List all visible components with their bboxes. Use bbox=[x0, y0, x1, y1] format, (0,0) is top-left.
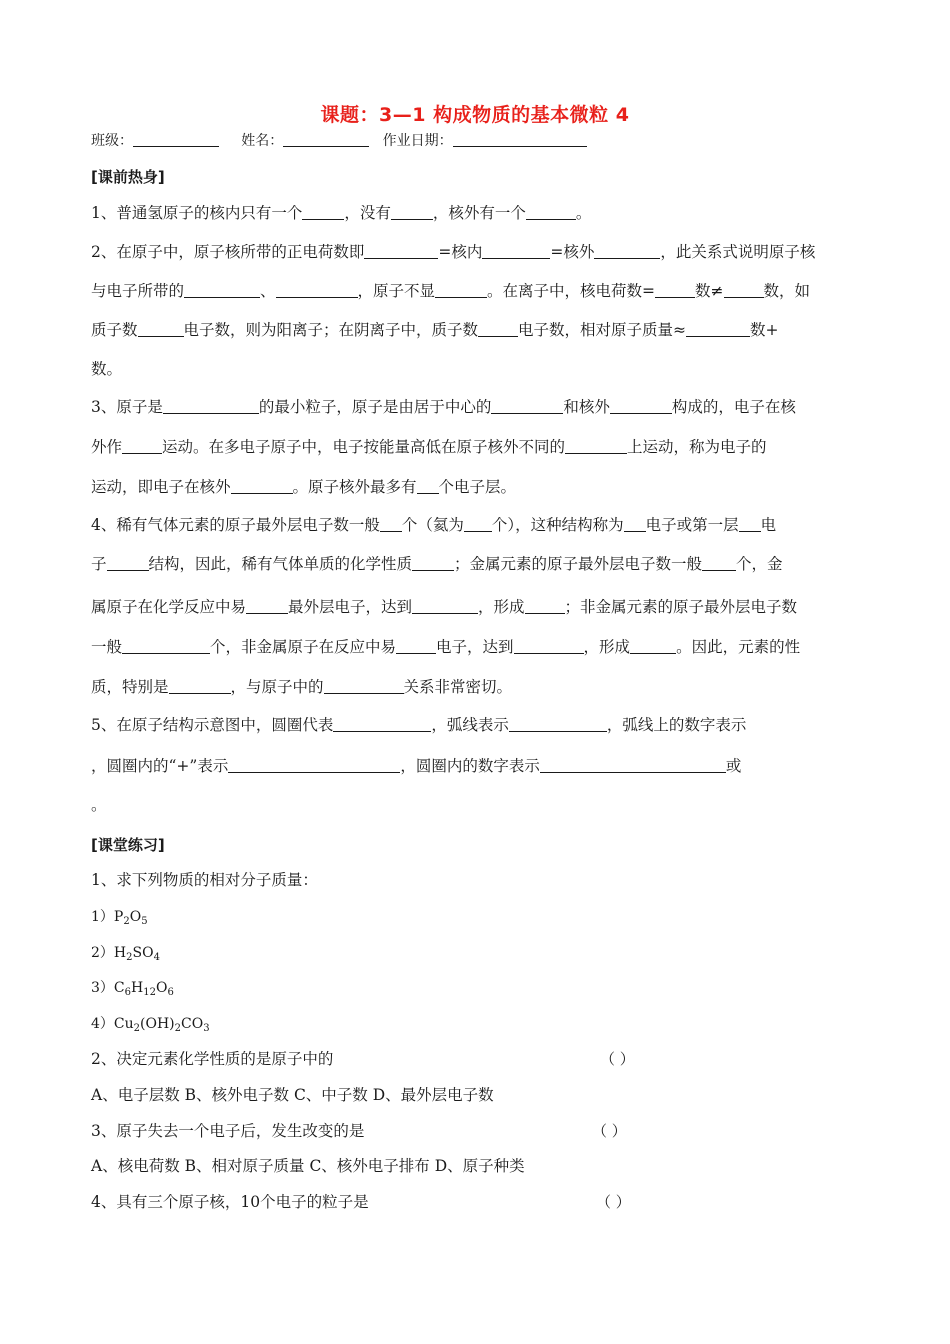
name-blank bbox=[283, 131, 369, 147]
warmup-q4-line1: 4、稀有气体元素的原子最外层电子数一般 个（氦为 个），这种结构称为 电子或第一层 电 bbox=[91, 516, 777, 534]
name-label: 姓名： bbox=[241, 133, 284, 149]
practice-q1-item-3: $3)C_6H_{12}O_6$ bbox=[91, 980, 174, 998]
warmup-q3-line3: 运动，即电子在核外 。原子核外最多有 个电子层。 bbox=[91, 478, 517, 496]
practice-q4: 4、具有三个原子核，10个电子的粒子是 bbox=[91, 1193, 369, 1211]
student-info-row bbox=[91, 130, 859, 152]
practice-q2-answer-paren: （ ） bbox=[600, 1050, 635, 1068]
warmup-q4-line4: 一般 个，非金属原子在反应中易 电子，达到 ，形成 。因此，元素的性 bbox=[91, 638, 801, 656]
class-blank bbox=[133, 131, 219, 147]
practice-q2: 2、决定元素化学性质的是原子中的 bbox=[91, 1050, 334, 1068]
warmup-q5-line1: 5、在原子结构示意图中，圆圈代表 ，弧线表示 ，弧线上的数字表示 bbox=[91, 716, 747, 734]
date-blank bbox=[453, 131, 587, 147]
practice-q1: 1、求下列物质的相对分子质量： bbox=[91, 871, 318, 889]
practice-q1-item-2: $2)H_2SO_4$ bbox=[91, 945, 160, 963]
warmup-q5-line3: 。 bbox=[91, 796, 107, 814]
warmup-q2-line1: 2、在原子中，原子核所带的正电荷数即 =核内 =核外 ，此关系式说明原子核 bbox=[91, 243, 816, 261]
warmup-q4-line3: 属原子在化学反应中易 最外层电子，达到 ，形成 ；非金属元素的原子最外层电子数 bbox=[91, 598, 798, 616]
warmup-heading: [课前热身] bbox=[91, 168, 165, 186]
practice-q3: 3、原子失去一个电子后，发生改变的是 bbox=[91, 1122, 365, 1140]
warmup-q5-line2: ，圆圈内的“+”表示 ，圆圈内的数字表示 或 bbox=[91, 757, 742, 775]
practice-q2-options: A、电子层数 B、核外电子数 C、中子数 D、最外层电子数 bbox=[91, 1086, 494, 1104]
warmup-q2-line3: 质子数 电子数，则为阳离子；在阴离子中，质子数 电子数，相对原子质量≈ 数+ bbox=[91, 321, 779, 339]
date-label: 作业日期： bbox=[382, 133, 453, 149]
warmup-q1: 1、普通氢原子的核内只有一个 ，没有 ，核外有一个 。 bbox=[91, 204, 592, 222]
warmup-q3-line2: 外作 运动。在多电子原子中，电子按能量高低在原子核外不同的 上运动，称为电子的 bbox=[91, 438, 767, 456]
page-title: 课题：3—1 构成物质的基本微粒 4 bbox=[320, 104, 630, 126]
practice-q1-item-1: $1)P_2O_5$ bbox=[91, 909, 148, 927]
practice-heading: [课堂练习] bbox=[91, 836, 165, 854]
practice-q3-options: A、核电荷数 B、相对原子质量 C、核外电子排布 D、原子种类 bbox=[91, 1157, 525, 1175]
practice-q3-answer-paren: （ ） bbox=[592, 1122, 627, 1140]
practice-q1-item-4: $4)Cu_2(OH)_2CO_3$ bbox=[91, 1016, 210, 1034]
warmup-q4-line5: 质，特别是 ，与原子中的 关系非常密切。 bbox=[91, 678, 513, 696]
warmup-q2-line4: 数。 bbox=[91, 360, 123, 378]
warmup-q2-line2: 与电子所带的 、 ，原子不显 。在离子中，核电荷数= 数≠ 数，如 bbox=[91, 282, 811, 300]
warmup-q4-line2: 子 结构，因此，稀有气体单质的化学性质 ；金属元素的原子最外层电子数一般 个，金 bbox=[91, 555, 783, 573]
class-label: 班级： bbox=[91, 133, 133, 149]
practice-q4-answer-paren: （ ） bbox=[596, 1193, 631, 1211]
warmup-q3-line1: 3、原子是 的最小粒子，原子是由居于中心的 和核外 构成的，电子在核 bbox=[91, 398, 796, 416]
